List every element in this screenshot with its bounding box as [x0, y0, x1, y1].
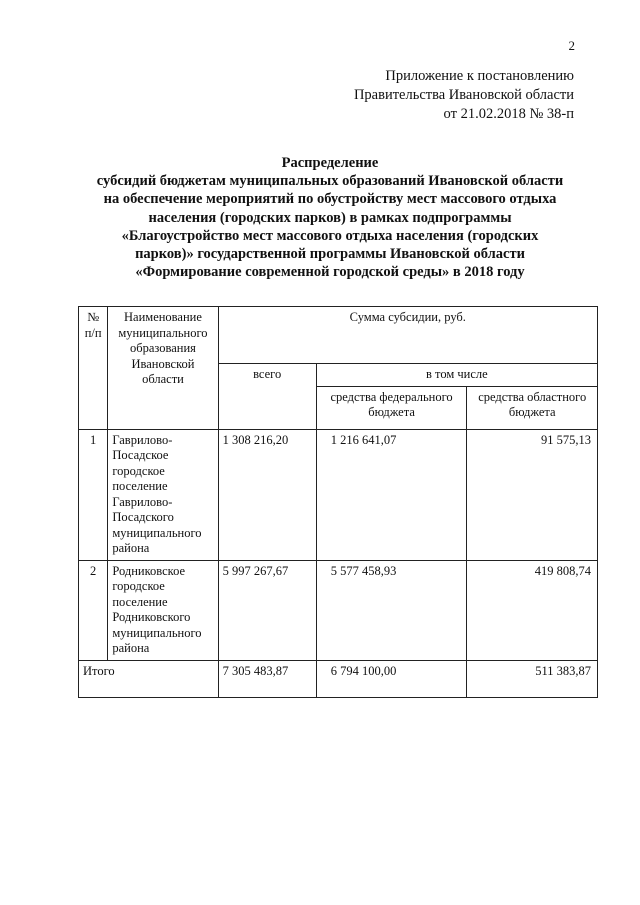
row-regional: 419 808,74: [467, 560, 598, 660]
subsidy-table: [78, 306, 598, 698]
table-row: [79, 560, 598, 660]
total-sum: 7 305 483,87: [218, 660, 316, 697]
header-name: Наименование муниципального образования Ивановской области: [108, 307, 218, 430]
appendix-block: [354, 67, 574, 124]
header-no: № п/п: [79, 307, 108, 430]
appendix-line-2: Правительства Ивановской области: [353, 87, 574, 103]
row-total: 5 997 267,67: [218, 560, 316, 660]
header-including: в том числе: [316, 364, 597, 387]
title-line-1: Распределение: [281, 155, 379, 171]
table-row: [79, 429, 598, 560]
appendix-line-3: от 21.02.2018 № 38-п: [443, 106, 574, 122]
title-line-5: «Благоустройство мест массового отдыха населения (городских: [121, 227, 539, 244]
table-header-row-1: [79, 307, 598, 364]
title-line-7: «Формирование современной городской среды» в 2018 году: [135, 264, 525, 281]
page-number: 2: [568, 38, 575, 53]
title-line-3: на обеспечение мероприятий по обустройству мест массового отдыха: [103, 191, 557, 208]
document-title: [60, 154, 600, 281]
row-regional: 91 575,13: [467, 429, 598, 560]
header-federal: средства федерального бюджета: [316, 386, 467, 429]
row-no: 2: [79, 560, 108, 660]
total-regional: 511 383,87: [467, 660, 598, 697]
appendix-line-1: Приложение к постановлению: [385, 68, 574, 84]
row-name: Гаврилово-Посадское городское поселение Гаврилово-Посадского муниципального района: [108, 429, 218, 560]
row-federal: 1 216 641,07: [316, 429, 467, 560]
row-name: Родниковское городское поселение Родниковского муниципального района: [108, 560, 218, 660]
table-total-row: [79, 660, 598, 697]
row-total: 1 308 216,20: [218, 429, 316, 560]
title-line-4: населения (городских парков) в рамках подпрограммы: [148, 209, 512, 226]
title-line-6: парков)» государственной программы Ивановской области: [135, 246, 525, 263]
row-no: 1: [79, 429, 108, 560]
total-label: Итого: [79, 660, 219, 697]
header-total: всего: [218, 364, 316, 430]
header-regional: средства областного бюджета: [467, 386, 598, 429]
title-line-2: субсидий бюджетам муниципальных образований Ивановской области: [96, 173, 564, 190]
row-federal: 5 577 458,93: [316, 560, 467, 660]
header-sum: Сумма субсидии, руб.: [218, 307, 597, 364]
total-federal: 6 794 100,00: [316, 660, 467, 697]
